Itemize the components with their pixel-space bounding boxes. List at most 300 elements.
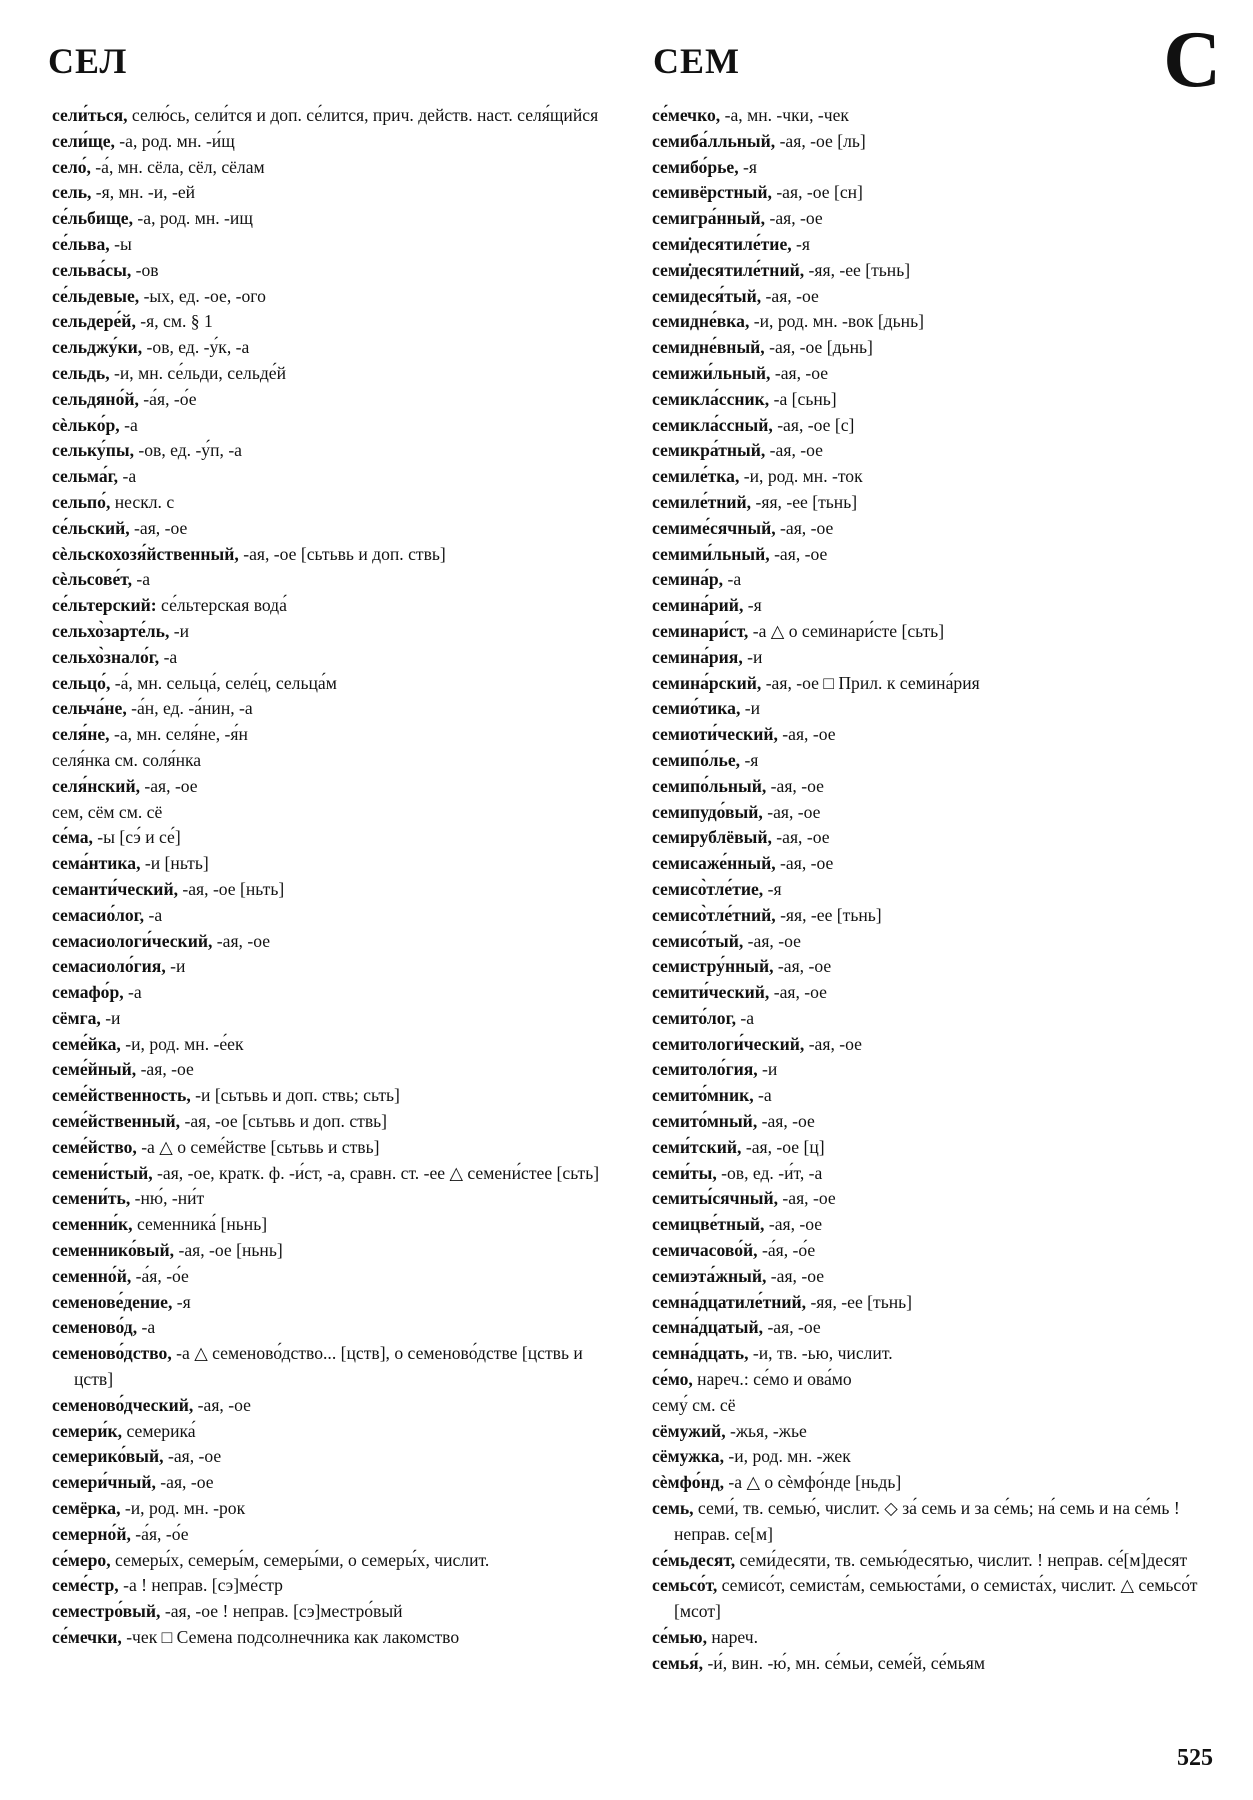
- entry-headword: семеново́д,: [52, 1317, 138, 1338]
- entry-headword: семисо̀тле́тний,: [652, 904, 776, 925]
- dictionary-entry: [52, 1548, 624, 1574]
- entry-text: -ов, ед. -у́к, -а: [142, 337, 250, 358]
- dictionary-entry: [52, 567, 624, 593]
- entry-headword: се́мо,: [652, 1369, 693, 1390]
- dictionary-entry: [52, 1393, 624, 1419]
- dictionary-entry: [652, 103, 1224, 129]
- entry-headword: семитологи́ческий,: [652, 1033, 805, 1054]
- entry-text: -я: [172, 1291, 191, 1312]
- entry-text: -ая, -ое: [766, 775, 824, 796]
- entry-headword: се́мечки,: [52, 1627, 122, 1648]
- entry-headword: сельхо̀знало́г,: [52, 646, 160, 667]
- dictionary-entry: [52, 1573, 624, 1599]
- dictionary-entry: [652, 1573, 1224, 1625]
- dictionary-entry: [652, 851, 1224, 877]
- dictionary-entry: [652, 387, 1224, 413]
- entry-headword: семи́ты,: [652, 1162, 717, 1183]
- entry-headword: семиба́лльный,: [652, 130, 776, 151]
- entry-text: -а, род. мн. -ищ: [133, 208, 253, 229]
- entry-text: -а, мн. -чки, -чек: [720, 105, 849, 125]
- entry-text: -ая, -ое: [762, 801, 821, 822]
- entry-text: -чек □ Семена подсолнечника как лакомство: [121, 1627, 460, 1648]
- entry-headword: семери́к,: [52, 1420, 123, 1441]
- dictionary-entry: [652, 1006, 1224, 1032]
- dictionary-entry: [52, 516, 624, 542]
- entry-headword: семи́тский,: [652, 1136, 742, 1157]
- entry-text: -ая, -ое: [155, 1472, 214, 1493]
- dictionary-entry: [52, 954, 624, 980]
- entry-text: -а: [723, 569, 742, 590]
- entry-text: селя́нка см. соля́нка: [52, 749, 202, 770]
- dictionary-entry: [652, 774, 1224, 800]
- entry-headword: семидне́вный,: [652, 337, 765, 358]
- dictionary-entry: [52, 1161, 624, 1187]
- entry-headword: семижи́льный,: [652, 362, 771, 383]
- section-letter: С: [1163, 16, 1221, 104]
- entry-headword: сема́нтика,: [52, 853, 141, 874]
- dictionary-entry: [52, 1625, 624, 1651]
- entry-headword: семи̇десятиле́тний,: [652, 259, 805, 280]
- entry-text: семенника́ [ньнь]: [132, 1214, 268, 1235]
- entry-headword: сёмужий,: [652, 1420, 726, 1441]
- dictionary-entry: [652, 567, 1224, 593]
- entry-text: -я: [791, 233, 811, 254]
- entry-headword: сель,: [52, 182, 92, 203]
- entry-headword: семёрка,: [52, 1498, 121, 1519]
- entry-text: -ая, -ое: [766, 1265, 825, 1286]
- entry-headword: семисо́тый,: [652, 930, 744, 951]
- entry-text: -ая, -ое: [804, 1033, 862, 1054]
- entry-text: -и [сьтьвь и доп. ствь; сьть]: [190, 1085, 400, 1106]
- entry-text: -а: [132, 569, 151, 590]
- dictionary-entry: [652, 542, 1224, 568]
- dictionary-entry: [52, 1470, 624, 1496]
- entry-headword: семафо́р,: [52, 982, 124, 1003]
- entry-text: -а: [118, 466, 137, 487]
- entry-headword: сёмга,: [52, 1007, 101, 1028]
- entry-headword: семна́дцать,: [652, 1343, 749, 1364]
- entry-headword: семасио́лог,: [52, 904, 145, 925]
- dictionary-entry: [52, 593, 624, 619]
- entry-text: -и, род. мн. -вок [дьнь]: [749, 311, 924, 332]
- entry-headword: семито́лог,: [652, 1007, 736, 1028]
- entry-headword: семими́льный,: [652, 543, 770, 564]
- entry-text: -а: [123, 982, 142, 1003]
- entry-text: -а, род. мн. -и́щ: [114, 130, 235, 151]
- entry-text: -ая, -ое [дьнь]: [764, 337, 873, 358]
- dictionary-entry: [652, 1109, 1224, 1135]
- entry-headword: семито́мный,: [652, 1111, 758, 1132]
- entry-headword: семидне́вка,: [652, 311, 750, 332]
- entry-headword: семина́рий,: [652, 595, 744, 616]
- dictionary-entry: [652, 206, 1224, 232]
- dictionary-entry: [52, 335, 624, 361]
- entry-headword: сельхо̀зарте́ль,: [52, 620, 170, 641]
- entry-headword: семенове́дение,: [52, 1291, 173, 1312]
- entry-text: -ая, -ое: [765, 208, 823, 229]
- dictionary-entry: [652, 413, 1224, 439]
- entry-headword: семибо́рье,: [652, 156, 739, 177]
- entry-text: -яя, -ее [тьнь]: [751, 491, 858, 512]
- entry-text: -а́я, -о́е: [757, 1240, 816, 1261]
- dictionary-entry: [52, 1032, 624, 1058]
- entry-headword: семестро́вый,: [52, 1601, 161, 1622]
- dictionary-entry: [52, 722, 624, 748]
- entry-text: -ов, ед. -у́п, -а: [133, 440, 242, 461]
- entry-text: -яя, -ее [тьнь]: [806, 1291, 913, 1312]
- entry-headword: се́меро,: [52, 1549, 111, 1570]
- entry-text: -ая, -ое [сьтьвь и доп. ствь]: [180, 1111, 388, 1132]
- entry-headword: семичасово́й,: [652, 1240, 758, 1261]
- entry-text: -и, род. мн. -е́ек: [120, 1033, 244, 1054]
- entry-headword: семе́йство,: [52, 1136, 137, 1157]
- dictionary-entry: [52, 1290, 624, 1316]
- entry-headword: се́мьдесят,: [652, 1549, 736, 1570]
- dictionary-entry: [52, 155, 624, 181]
- entry-headword: сельдь,: [52, 362, 110, 383]
- entry-headword: сельва́сы,: [52, 259, 132, 280]
- entry-text: -ая, -ое: [771, 827, 830, 848]
- entry-headword: сёмужка,: [652, 1446, 724, 1467]
- entry-text: -ая, -ое: [775, 853, 834, 874]
- dictionary-entry: [52, 464, 624, 490]
- entry-text: -а: [753, 1085, 772, 1106]
- dictionary-entry: [652, 180, 1224, 206]
- entry-text: -ая, -ое: [769, 543, 828, 564]
- dictionary-entry: [652, 1264, 1224, 1290]
- entry-text: сем, сём см. сё: [52, 801, 163, 822]
- dictionary-entry: [52, 774, 624, 800]
- entry-headword: сельпо́,: [52, 491, 111, 512]
- entry-headword: се́льтерский:: [52, 595, 157, 616]
- dictionary-entry: [52, 1238, 624, 1264]
- entry-text: -а △ о семе́йстве [сьтьвь и ствь]: [136, 1136, 380, 1157]
- dictionary-entry: [52, 1419, 624, 1445]
- entry-text: -и: [100, 1007, 121, 1028]
- entry-headword: семи̇десятиле́тие,: [652, 233, 792, 254]
- entry-headword: семеново́дство,: [52, 1343, 172, 1364]
- entry-headword: семери́чный,: [52, 1472, 156, 1493]
- dictionary-entry: [52, 284, 624, 310]
- dictionary-entry: [52, 1496, 624, 1522]
- entry-headword: селя́не,: [52, 724, 110, 745]
- entry-text: -ая, -ое [сн]: [771, 182, 863, 203]
- entry-headword: семио́тика,: [652, 698, 741, 719]
- entry-headword: семе́йственный,: [52, 1111, 181, 1132]
- entry-headword: семе́стр,: [52, 1575, 119, 1596]
- dictionary-entry: [52, 645, 624, 671]
- entry-headword: семина́р,: [652, 569, 724, 590]
- running-head-left: СЕЛ: [48, 41, 128, 81]
- dictionary-entry: [52, 232, 624, 258]
- entry-text: -и, род. мн. -рок: [120, 1498, 246, 1519]
- entry-headword: сельма́г,: [52, 466, 119, 487]
- entry-text: -а △ семеново́дство... [цств], о семеново́дстве [цствь и цств]: [74, 1343, 583, 1390]
- dictionary-entry: [52, 1006, 624, 1032]
- dictionary-entry: [652, 335, 1224, 361]
- dictionary-entry: [652, 1341, 1224, 1367]
- entry-headword: семеново́дческий,: [52, 1394, 194, 1415]
- dictionary-entry: [52, 1599, 624, 1625]
- entry-headword: семипо́лье,: [652, 749, 741, 770]
- entry-headword: сели́ться,: [52, 105, 128, 125]
- entry-headword: сельдере́й,: [52, 311, 136, 332]
- entry-text: -а́я, -о́е: [131, 1265, 189, 1286]
- entry-headword: сѐльскохозя́йственный,: [52, 543, 239, 564]
- dictionary-entry: [652, 1290, 1224, 1316]
- dictionary-entry: [52, 877, 624, 903]
- dictionary-entry: [652, 129, 1224, 155]
- entry-text: -ая, -ое: [763, 1317, 821, 1338]
- dictionary-entry: [52, 413, 624, 439]
- entry-headword: се́ма,: [52, 827, 93, 848]
- dictionary-entry: [52, 1109, 624, 1135]
- entry-headword: сельдяно́й,: [52, 388, 139, 409]
- entry-headword: семиле́тний,: [652, 491, 752, 512]
- dictionary-entry: [652, 748, 1224, 774]
- dictionary-entry: [652, 361, 1224, 387]
- entry-headword: семицве́тный,: [652, 1214, 765, 1235]
- dictionary-entry: [652, 1057, 1224, 1083]
- entry-headword: семерно́й,: [52, 1523, 131, 1544]
- dictionary-entry: [652, 619, 1224, 645]
- entry-headword: семиоти́ческий,: [652, 724, 778, 745]
- entry-headword: семитоло́гия,: [652, 1059, 758, 1080]
- entry-text: -я: [743, 595, 762, 616]
- dictionary-entry: [52, 851, 624, 877]
- dictionary-entry: [52, 903, 624, 929]
- entry-text: -ая, -ое [сьтьвь и доп. ствь]: [238, 543, 446, 564]
- dictionary-entry: [652, 464, 1224, 490]
- dictionary-entry: [52, 103, 624, 129]
- dictionary-entry: [652, 258, 1224, 284]
- dictionary-entry: [52, 980, 624, 1006]
- entry-headword: семиты́сячный,: [652, 1188, 778, 1209]
- entry-text: -ов, ед. -и́т, -а: [716, 1162, 823, 1183]
- entry-text: -и: [757, 1059, 778, 1080]
- entry-headword: семна́дцатиле́тний,: [652, 1291, 807, 1312]
- entry-headword: семиме́сячный,: [652, 517, 776, 538]
- entry-text: -и [ньть]: [140, 853, 209, 874]
- dictionary-entry: [652, 696, 1224, 722]
- entry-text: -ню́, -ни́т: [130, 1188, 205, 1209]
- entry-headword: семикла́ссник,: [652, 388, 770, 409]
- dictionary-entry: [652, 438, 1224, 464]
- entry-text: -ая, -ое [ньнь]: [174, 1240, 283, 1261]
- entry-headword: семасиоло́гия,: [52, 956, 166, 977]
- dictionary-entry: [652, 1470, 1224, 1496]
- entry-headword: семигра́нный,: [652, 208, 766, 229]
- entry-headword: семидеся́тый,: [652, 285, 762, 306]
- entry-text: -ая, -ое: [778, 1188, 836, 1209]
- entry-headword: семе́йный,: [52, 1059, 137, 1080]
- dictionary-entry: [52, 1444, 624, 1470]
- entry-text: -и, мн. се́льди, сельде́й: [109, 362, 287, 383]
- entry-headword: семенно́й,: [52, 1265, 132, 1286]
- entry-text: -и, род. мн. -жек: [724, 1446, 851, 1467]
- entry-text: -и: [165, 956, 186, 977]
- entry-headword: село́,: [52, 156, 91, 177]
- dictionary-entry: [652, 671, 1224, 697]
- entry-text: -ая, -ое: [139, 775, 198, 796]
- entry-headword: се́льдевые,: [52, 285, 140, 306]
- dictionary-entry: [652, 1496, 1224, 1548]
- entry-headword: сельку́пы,: [52, 440, 134, 461]
- dictionary-entry: [52, 129, 624, 155]
- entry-text: семерика́: [122, 1420, 196, 1441]
- dictionary-entry: [52, 748, 624, 774]
- dictionary-entry: [52, 438, 624, 464]
- entry-text: -а ! неправ. [сэ]ме́стр: [118, 1575, 283, 1596]
- entry-text: -а [сьнь]: [769, 388, 837, 409]
- entry-text: -ая, -ое: [212, 930, 271, 951]
- entry-headword: семе́йка,: [52, 1033, 121, 1054]
- entry-headword: сельча́не,: [52, 698, 127, 719]
- entry-text: -я, см. § 1: [135, 311, 213, 332]
- entry-headword: семисо̀тле́тие,: [652, 878, 764, 899]
- dictionary-entry: [52, 1135, 624, 1161]
- entry-text: семи́, тв. семью́, числит. ◇ за́ семь и за се́мь; на́ семь и на се́мь ! неправ. се[м]: [674, 1498, 1180, 1544]
- entry-text: -ы [сэ́ и се́]: [92, 827, 181, 848]
- dictionary-entry: [652, 1212, 1224, 1238]
- dictionary-entry: [652, 1548, 1224, 1574]
- dictionary-entry: [652, 1625, 1224, 1651]
- entry-headword: се́льва,: [52, 233, 110, 254]
- dictionary-entry: [652, 490, 1224, 516]
- entry-text: -жья, -жье: [725, 1420, 807, 1441]
- entry-text: -я: [738, 156, 757, 177]
- entry-text: сему́ см. сё: [652, 1394, 736, 1415]
- entry-text: -ая, -ое: [743, 930, 801, 951]
- entry-headword: семиле́тка,: [652, 466, 740, 487]
- dictionary-entry: [52, 619, 624, 645]
- entry-headword: сельцо́,: [52, 672, 111, 693]
- dictionary-entry: [52, 1212, 624, 1238]
- entry-text: -яя, -ее [тьнь]: [775, 904, 882, 925]
- entry-headword: се́льский,: [52, 517, 130, 538]
- dictionary-entry: [652, 954, 1224, 980]
- entry-headword: семерико́вый,: [52, 1446, 164, 1467]
- entry-headword: семанти́ческий,: [52, 878, 178, 899]
- dictionary-entry: [52, 361, 624, 387]
- dictionary-entry: [652, 903, 1224, 929]
- dictionary-entry: [52, 1083, 624, 1109]
- dictionary-entry: [652, 1315, 1224, 1341]
- entry-text: -а́, мн. сельца́, селе́ц, сельца́м: [110, 672, 337, 693]
- dictionary-entry: [652, 1186, 1224, 1212]
- entry-text: -ая, -ое, кратк. ф. -и́ст, -а, сравн. ст. -ее △ семени́стее [сьть]: [152, 1162, 600, 1183]
- entry-headword: семипудо́вый,: [652, 801, 763, 822]
- entry-text: семи́десяти, тв. семью́десятью, числит. ! неправ. се́[м]десят: [735, 1549, 1188, 1570]
- entry-text: -а: [119, 414, 138, 435]
- entry-headword: семени́стый,: [52, 1162, 153, 1183]
- entry-text: -а: [736, 1007, 755, 1028]
- dictionary-entry: [652, 309, 1224, 335]
- entry-text: -ы: [109, 233, 132, 254]
- entry-text: -ая, -ое □ Прил. к семина́рия: [761, 672, 980, 693]
- entry-text: -и: [740, 698, 761, 719]
- entry-text: -а́я, -о́е: [138, 388, 197, 409]
- entry-headword: семистру́нный,: [652, 956, 774, 977]
- entry-text: -а́н, ед. -а́нин, -а: [126, 698, 253, 719]
- running-head-middle: СЕМ: [653, 41, 740, 81]
- entry-headword: семивёрстный,: [652, 182, 772, 203]
- page-number: 525: [1177, 1745, 1213, 1771]
- entry-text: се́льтерская вода́: [156, 595, 287, 616]
- dictionary-entry: [652, 1367, 1224, 1393]
- dictionary-entry: [652, 1161, 1224, 1187]
- entry-text: -я: [740, 749, 759, 770]
- entry-headword: семисаже́нный,: [652, 853, 776, 874]
- entry-text: -я, мн. -и, -ей: [91, 182, 196, 203]
- entry-text: -а: [159, 646, 178, 667]
- entry-headword: сели́ще,: [52, 130, 115, 151]
- entry-headword: семито́мник,: [652, 1085, 754, 1106]
- entry-text: -а́я, -о́е: [130, 1523, 189, 1544]
- entry-headword: семьсо́т,: [652, 1575, 718, 1596]
- dictionary-entry: [652, 1393, 1224, 1419]
- dictionary-entry: [652, 1238, 1224, 1264]
- entry-text: -ая, -ое: [757, 1111, 815, 1132]
- dictionary-entry: [52, 800, 624, 826]
- entry-text: -ая, -ое ! неправ. [сэ]местро́вый: [160, 1601, 403, 1622]
- entry-text: -а: [144, 904, 163, 925]
- entry-text: -ая, -ое: [775, 517, 834, 538]
- entry-headword: семья́,: [652, 1652, 704, 1673]
- entry-text: семеры́х, семеры́м, семеры́ми, о семеры́х, числит.: [110, 1549, 490, 1570]
- entry-headword: селя́нский,: [52, 775, 140, 796]
- dictionary-entry: [52, 180, 624, 206]
- entry-headword: се́мью,: [652, 1627, 707, 1648]
- dictionary-entry: [652, 284, 1224, 310]
- entry-headword: семасиологи́ческий,: [52, 930, 213, 951]
- entry-text: -ая, -ое: [770, 362, 829, 383]
- dictionary-entry: [652, 516, 1224, 542]
- entry-text: -ая, -ое: [777, 724, 836, 745]
- entry-text: -ая, -ое: [761, 285, 819, 306]
- entry-text: селю́сь, сели́тся и доп. се́лится, прич. действ. наст. селя́щийся: [127, 105, 599, 125]
- dictionary-entry: [52, 258, 624, 284]
- entry-text: -ая, -ое [с]: [772, 414, 855, 435]
- dictionary-entry: [52, 929, 624, 955]
- dictionary-entry: [652, 800, 1224, 826]
- entry-headword: семеннико́вый,: [52, 1240, 175, 1261]
- entry-headword: семити́ческий,: [652, 982, 770, 1003]
- entry-text: -ая, -ое: [765, 440, 823, 461]
- entry-headword: семени́ть,: [52, 1188, 131, 1209]
- entry-text: -и, тв. -ью, числит.: [748, 1343, 893, 1364]
- entry-text: -а △ о сѐмфо́нде [ньдь]: [724, 1472, 902, 1493]
- dictionary-entry: [52, 671, 624, 697]
- entry-headword: семина́рия,: [652, 646, 743, 667]
- entry-headword: семь,: [652, 1498, 694, 1519]
- entry-headword: се́льбище,: [52, 208, 134, 229]
- dictionary-entry: [52, 696, 624, 722]
- entry-text: семисо́т, семиста́м, семьюста́ми, о семиста́х, числит. △ семьсо́т [мсот]: [674, 1575, 1198, 1622]
- dictionary-entry: [652, 1032, 1224, 1058]
- dictionary-entry: [52, 490, 624, 516]
- entry-text: -ая, -ое [ль]: [775, 130, 866, 151]
- dictionary-entry: [652, 722, 1224, 748]
- dictionary-entry: [52, 1186, 624, 1212]
- dictionary-entry: [652, 1083, 1224, 1109]
- dictionary-entry: [652, 645, 1224, 671]
- entry-headword: се́мечко,: [652, 105, 721, 125]
- dictionary-entry: [52, 1315, 624, 1341]
- dictionary-entry: [652, 980, 1224, 1006]
- entry-headword: семикла́ссный,: [652, 414, 773, 435]
- dictionary-entry: [52, 825, 624, 851]
